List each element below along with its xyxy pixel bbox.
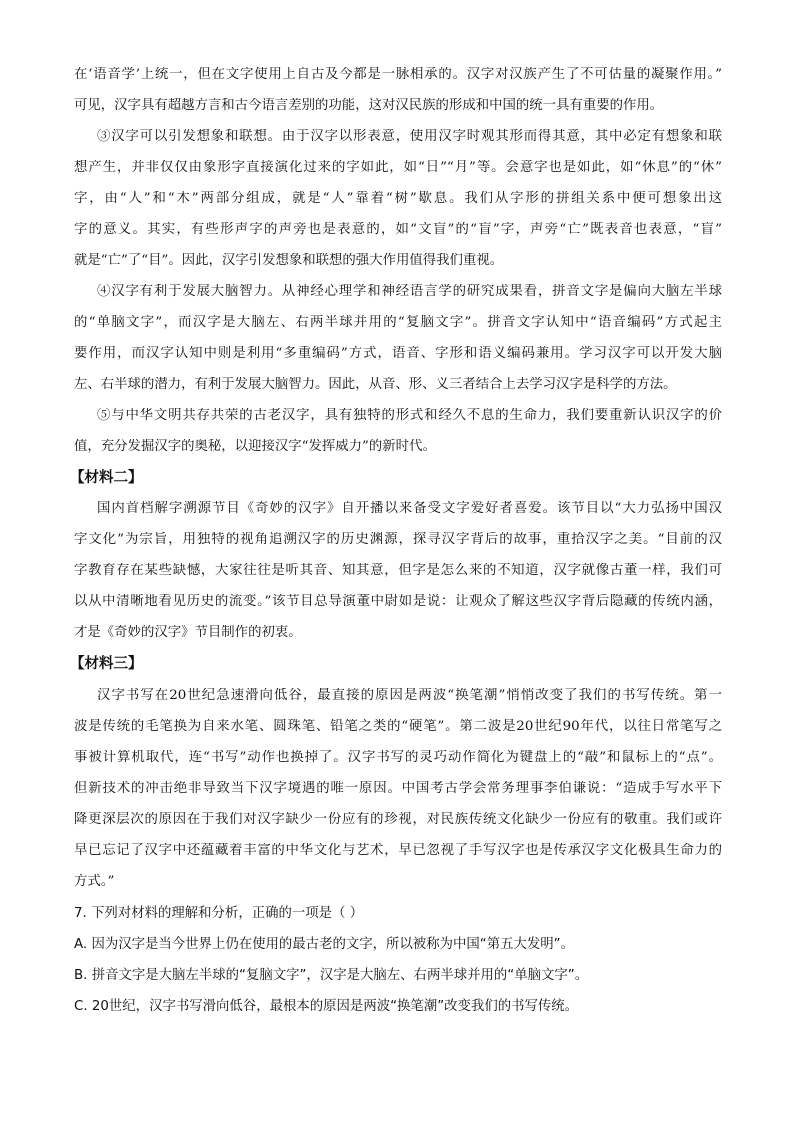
text-line: 字的意义。其实，有些形声字的声旁也是表意的，如“文盲”的“盲”字，声旁“亡”既表音也表意，“盲” xyxy=(74,222,722,237)
text-line: 就是“亡”了“目”。因此，汉字引发想象和联想的强大作用值得我们重视。 xyxy=(74,253,504,268)
text-line: 字文化”为宗旨，用独特的视角追溯汉字的历史渊源，探寻汉字背后的故事，重拾汉字之美。“目前的汉 xyxy=(74,532,722,547)
text-line: 事被计算机取代，连“书写”动作也换掉了。汉字书写的灵巧动作简化为键盘上的“敲”和鼠标上的“点”。 xyxy=(74,750,722,765)
question-stem: 7. 下列对材料的理解和分析，正确的一项是（ ） xyxy=(74,906,364,921)
text-line: 想产生，并非仅仅由象形字直接演化过来的字如此，如“日”“月”等。会意字也是如此，如“休息”的“休” xyxy=(74,160,722,175)
text-line: 左、右半球的潜力，有利于发展大脑智力。因此，从音、形、义三者结合上去学习汉字是科学的方法。 xyxy=(74,377,677,392)
text-line: 在‘语音学’上统一，但在文字使用上自古及今都是一脉相承的。汉字对汉族产生了不可估量的凝聚作用。” xyxy=(74,67,722,82)
text-line: 的“单脑文字”，而汉字是大脑左、右两半球并用的“复脑文字”。拼音文字认知中“语音编码”方式起主 xyxy=(74,315,722,330)
section-heading-material-3: 【材料三】 xyxy=(70,656,143,672)
text-line: 方式。” xyxy=(74,874,115,889)
text-line: 以从中清晰地看见历史的流变。”该节目总导演董中尉如是说：让观众了解这些汉字背后隐藏的传统内涵， xyxy=(74,594,722,609)
section-heading-material-2: 【材料二】 xyxy=(70,470,143,486)
text-line: 波是传统的毛笔换为自来水笔、圆珠笔、铅笔之类的“硬笔”。第二波是20世纪90年代，以往日常笔写之 xyxy=(74,719,722,734)
text-line: 才是《奇妙的汉字》节目制作的初衷。 xyxy=(74,625,302,640)
option-a: A. 因为汉字是当今世界上仍在使用的最古老的文字，所以被称为中国“第五大发明”。 xyxy=(74,937,574,952)
option-b: B. 拼音文字是大脑左半球的“复脑文字”，汉字是大脑左、右两半球并用的“单脑文字”。 xyxy=(74,968,589,983)
text-line: ④汉字有利于发展大脑智力。从神经心理学和神经语言学的研究成果看，拼音文字是偏向大脑左半球 xyxy=(97,284,722,299)
text-line: ③汉字可以引发想象和联想。由于汉字以形表意，使用汉字时观其形而得其意，其中必定有想象和联 xyxy=(97,129,722,144)
text-line: 国内首档解字溯源节目《奇妙的汉字》自开播以来备受文字爱好者喜爱。该节目以“大力弘扬中国汉 xyxy=(97,501,722,516)
text-line: 但新技术的冲击绝非导致当下汉字境遇的唯一原因。中国考古学会常务理事李伯谦说：“造成手写水平下 xyxy=(74,781,722,796)
text-line: 要作用，而汉字认知中则是利用“多重编码”方式，语音、字形和语义编码兼用。学习汉字可以开发大脑 xyxy=(74,346,722,361)
text-line: 早已忘记了汉字中还蕴藏着丰富的中华文化与艺术，早已忽视了手写汉字也是传承汉字文化极具生命力的 xyxy=(74,843,722,858)
text-line: 汉字书写在20世纪急速滑向低谷，最直接的原因是两波“换笔潮”悄悄改变了我们的书写传统。第一 xyxy=(97,688,722,703)
text-line: 可见，汉字具有超越方言和古今语言差别的功能，这对汉民族的形成和中国的统一具有重要的作用。 xyxy=(74,98,664,113)
text-line: 字，由“人”和“木”两部分组成，就是“人”靠着“树”歇息。我们从字形的拼组关系中便可想象出这 xyxy=(74,191,722,206)
text-line: ⑤与中华文明共存共荣的古老汉字，具有独特的形式和经久不息的生命力，我们要重新认识汉字的价 xyxy=(97,408,722,423)
text-line: 降更深层次的原因在于我们对汉字缺少一份应有的珍视，对民族传统文化缺少一份应有的敬重。我们或许 xyxy=(74,812,722,827)
option-c: C. 20世纪，汉字书写滑向低谷，最根本的原因是两波“换笔潮”改变我们的书写传统。 xyxy=(74,999,579,1014)
text-line: 字教育存在某些缺憾，大家往往是听其音、知其意，但字是怎么来的不知道，汉字就像古董一样，我们可 xyxy=(74,563,722,578)
text-line: 值，充分发掘汉字的奥秘，以迎接汉字“发挥威力”的新时代。 xyxy=(74,439,436,454)
